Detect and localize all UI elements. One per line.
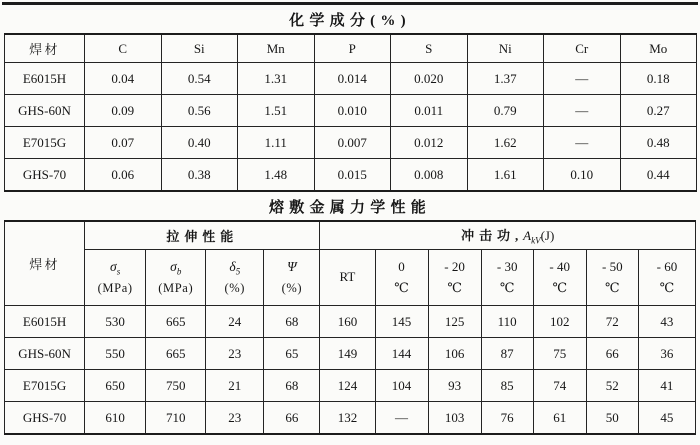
group-header-row bbox=[5, 221, 696, 250]
temp-unit: ℃ bbox=[659, 279, 675, 295]
unit-label: (MPa) bbox=[158, 281, 194, 296]
data-cell: 72 bbox=[586, 306, 638, 338]
table-row bbox=[5, 159, 697, 192]
sigma-s-sub: s bbox=[116, 266, 121, 277]
data-cell: 0.48 bbox=[620, 127, 697, 159]
data-cell: 0.04 bbox=[85, 63, 162, 95]
sigma-symbol: σ bbox=[110, 258, 117, 274]
row-header: E7015G bbox=[5, 370, 85, 402]
data-cell: 24 bbox=[206, 306, 264, 338]
data-cell: 0.38 bbox=[161, 159, 238, 192]
impact-symbol: A bbox=[523, 228, 532, 244]
temp-label: - 50 bbox=[601, 259, 623, 275]
data-cell: 106 bbox=[428, 338, 481, 370]
delta-sub: 5 bbox=[235, 266, 241, 277]
row-header: E6015H bbox=[5, 306, 85, 338]
row-header: GHS-60N bbox=[5, 338, 85, 370]
data-cell: 66 bbox=[264, 402, 320, 435]
data-cell: 75 bbox=[533, 338, 586, 370]
corner-header-material: 焊材 bbox=[5, 221, 85, 306]
row-header: GHS-70 bbox=[5, 159, 85, 192]
column-header-mo: Mo bbox=[620, 34, 697, 63]
temp-unit: ℃ bbox=[499, 279, 515, 295]
column-header-c: C bbox=[85, 34, 162, 63]
data-cell: 0.06 bbox=[85, 159, 162, 192]
data-cell: 1.11 bbox=[238, 127, 315, 159]
data-cell: 125 bbox=[428, 306, 481, 338]
table-row bbox=[5, 95, 697, 127]
data-cell: 0.020 bbox=[391, 63, 468, 95]
unit-label: (%) bbox=[224, 281, 246, 296]
table-row bbox=[5, 63, 697, 95]
data-cell: 50 bbox=[586, 402, 638, 435]
data-cell: 0.09 bbox=[85, 95, 162, 127]
temp-unit: ℃ bbox=[447, 279, 462, 295]
column-header-cr: Cr bbox=[544, 34, 621, 63]
data-cell: 76 bbox=[481, 402, 533, 435]
data-cell: 1.51 bbox=[238, 95, 315, 127]
group-header-impact bbox=[320, 221, 696, 250]
data-cell: 0.27 bbox=[620, 95, 697, 127]
data-cell: 36 bbox=[638, 338, 695, 370]
data-cell: 124 bbox=[320, 370, 375, 402]
data-cell: 45 bbox=[638, 402, 695, 435]
table-row bbox=[5, 402, 696, 435]
column-header-psi bbox=[264, 250, 320, 306]
data-cell: 1.31 bbox=[238, 63, 315, 95]
row-header: E6015H bbox=[5, 63, 85, 95]
column-header-minus20c bbox=[428, 250, 481, 306]
data-cell: — bbox=[375, 402, 428, 435]
table-row bbox=[5, 127, 697, 159]
data-cell: 610 bbox=[85, 402, 146, 435]
mechanical-properties-table bbox=[4, 220, 696, 435]
data-cell: 74 bbox=[533, 370, 586, 402]
column-header-mn: Mn bbox=[238, 34, 315, 63]
data-cell: 530 bbox=[85, 306, 146, 338]
data-cell: 1.61 bbox=[467, 159, 544, 192]
data-cell: 0.40 bbox=[161, 127, 238, 159]
data-cell: 0.015 bbox=[314, 159, 391, 192]
temp-label: RT bbox=[339, 269, 356, 285]
column-header-minus50c bbox=[586, 250, 638, 306]
sigma-b-sub: b bbox=[176, 266, 182, 277]
column-header-material: 焊材 bbox=[5, 34, 85, 63]
data-cell: 0.010 bbox=[314, 95, 391, 127]
column-header-s: S bbox=[391, 34, 468, 63]
temp-label: - 20 bbox=[444, 259, 465, 275]
data-cell: 43 bbox=[638, 306, 695, 338]
data-cell: 65 bbox=[264, 338, 320, 370]
data-cell: 145 bbox=[375, 306, 428, 338]
group-header-tensile: 拉伸性能 bbox=[85, 221, 320, 250]
data-cell: 93 bbox=[428, 370, 481, 402]
data-cell: 104 bbox=[375, 370, 428, 402]
data-cell: 0.014 bbox=[314, 63, 391, 95]
data-cell: 66 bbox=[586, 338, 638, 370]
data-cell: 1.37 bbox=[467, 63, 544, 95]
impact-label: 冲击功, bbox=[461, 228, 524, 244]
column-header-delta5 bbox=[206, 250, 264, 306]
data-cell: 710 bbox=[146, 402, 206, 435]
data-cell: 61 bbox=[533, 402, 586, 435]
row-header: GHS-70 bbox=[5, 402, 85, 435]
column-header-p: P bbox=[314, 34, 391, 63]
column-header-minus40c bbox=[533, 250, 586, 306]
column-header-minus30c bbox=[481, 250, 533, 306]
table-header-row bbox=[5, 34, 697, 63]
column-header-0c bbox=[375, 250, 428, 306]
temp-label: - 40 bbox=[549, 259, 571, 275]
delta-symbol: δ bbox=[229, 258, 236, 274]
column-header-minus60c bbox=[638, 250, 695, 306]
column-header-sigma-s bbox=[85, 250, 146, 306]
data-cell: 0.44 bbox=[620, 159, 697, 192]
unit-label: (MPa) bbox=[97, 281, 133, 296]
data-cell: 103 bbox=[428, 402, 481, 435]
temp-unit: ℃ bbox=[394, 279, 409, 295]
table-row bbox=[5, 370, 696, 402]
temp-label: - 30 bbox=[496, 259, 518, 275]
data-cell: 0.012 bbox=[391, 127, 468, 159]
data-cell: 68 bbox=[264, 370, 320, 402]
data-cell: 0.56 bbox=[161, 95, 238, 127]
impact-subscript: kV bbox=[531, 235, 541, 246]
data-cell: 0.008 bbox=[391, 159, 468, 192]
data-cell: 23 bbox=[206, 402, 264, 435]
data-cell: 110 bbox=[481, 306, 533, 338]
data-cell: 0.18 bbox=[620, 63, 697, 95]
row-header: E7015G bbox=[5, 127, 85, 159]
data-cell: 41 bbox=[638, 370, 695, 402]
column-header-sigma-b bbox=[146, 250, 206, 306]
unit-label: (%) bbox=[281, 281, 303, 296]
data-cell: — bbox=[544, 63, 621, 95]
data-cell: 0.79 bbox=[467, 95, 544, 127]
temp-unit: ℃ bbox=[605, 279, 620, 295]
data-cell: 0.007 bbox=[314, 127, 391, 159]
data-cell: 68 bbox=[264, 306, 320, 338]
data-cell: — bbox=[544, 127, 621, 159]
data-cell: 0.07 bbox=[85, 127, 162, 159]
data-cell: 750 bbox=[146, 370, 206, 402]
chemical-composition-table bbox=[4, 33, 697, 192]
data-cell: 160 bbox=[320, 306, 375, 338]
sigma-symbol: σ bbox=[170, 258, 177, 274]
psi-symbol: Ψ bbox=[287, 258, 297, 274]
sub-header-row bbox=[5, 250, 696, 306]
data-cell: 1.48 bbox=[238, 159, 315, 192]
row-header: GHS-60N bbox=[5, 95, 85, 127]
impact-unit: (J) bbox=[540, 228, 555, 244]
data-cell: 0.54 bbox=[161, 63, 238, 95]
table-row bbox=[5, 338, 696, 370]
temp-label: - 60 bbox=[656, 259, 678, 275]
data-cell: 650 bbox=[85, 370, 146, 402]
data-cell: 52 bbox=[586, 370, 638, 402]
temp-unit: ℃ bbox=[552, 279, 567, 295]
table-row bbox=[5, 306, 696, 338]
temp-label: 0 bbox=[398, 259, 405, 275]
data-cell: 102 bbox=[533, 306, 586, 338]
data-cell: — bbox=[544, 95, 621, 127]
data-cell: 21 bbox=[206, 370, 264, 402]
chem-table-title: 化学成分(%) bbox=[289, 12, 411, 29]
mech-table-title: 熔敷金属力学性能 bbox=[268, 199, 431, 216]
data-cell: 550 bbox=[85, 338, 146, 370]
column-header-ni: Ni bbox=[467, 34, 544, 63]
column-header-si: Si bbox=[161, 34, 238, 63]
data-cell: 85 bbox=[481, 370, 533, 402]
data-cell: 23 bbox=[206, 338, 264, 370]
data-cell: 149 bbox=[320, 338, 375, 370]
data-cell: 0.011 bbox=[391, 95, 468, 127]
data-cell: 665 bbox=[146, 338, 206, 370]
data-cell: 0.10 bbox=[544, 159, 621, 192]
data-cell: 132 bbox=[320, 402, 375, 435]
column-header-rt bbox=[320, 250, 375, 306]
data-cell: 1.62 bbox=[467, 127, 544, 159]
data-cell: 144 bbox=[375, 338, 428, 370]
data-cell: 87 bbox=[481, 338, 533, 370]
data-cell: 665 bbox=[146, 306, 206, 338]
